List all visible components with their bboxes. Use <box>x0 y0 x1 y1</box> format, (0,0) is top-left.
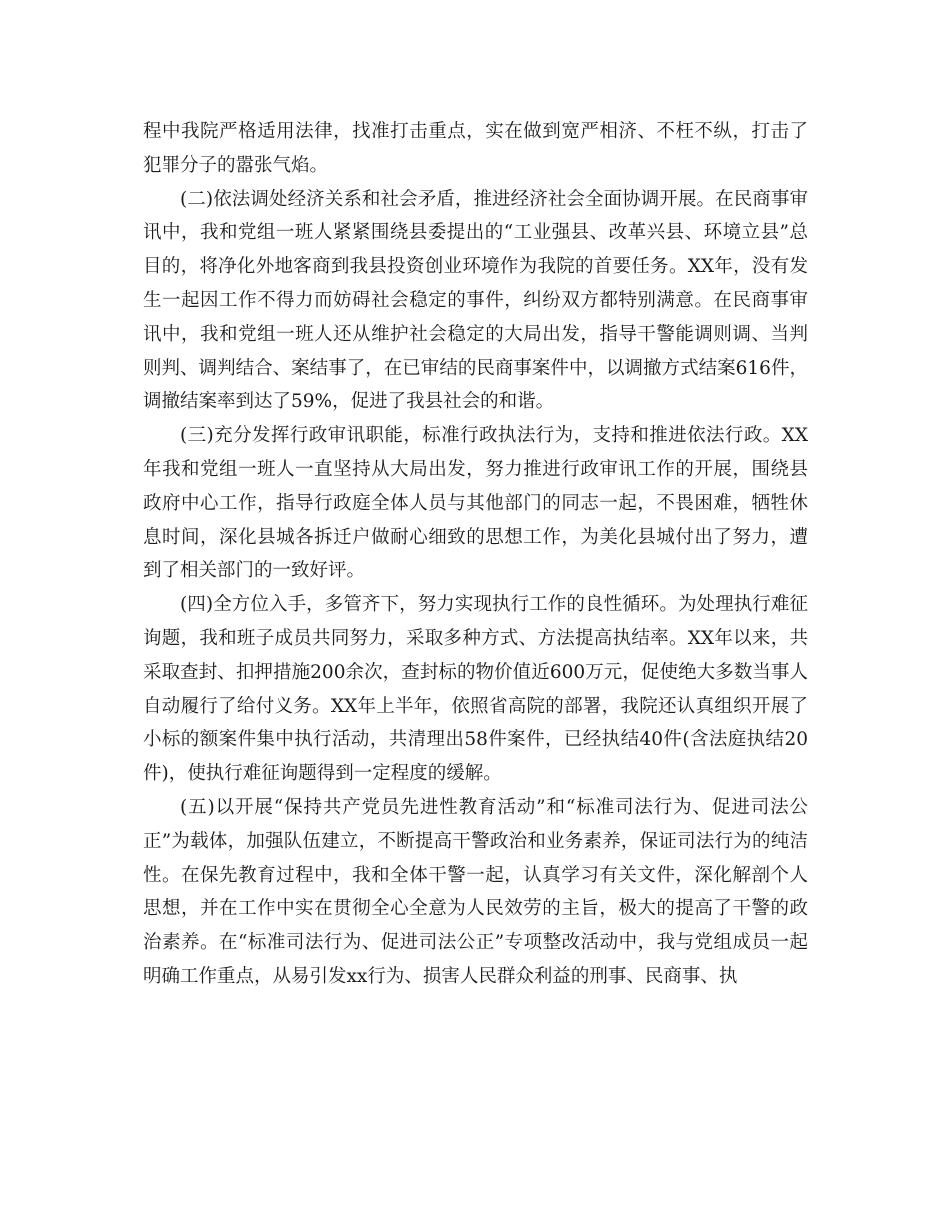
paragraph-enforcement: (四)全方位入手，多管齐下，努力实现执行工作的良性循环。为处理执行难征询题，我和班子成员共同努力，采取多种方式、方法提高执结率。XX年以来，共采取查封、扣押措施200余次，查封标的物价值近600万元，促使绝大多数当事人自动履行了给付义务。XX年上半年，依照省高院的部署，我院还认真组织开展了小标的额案件集中执行活动，共清理出58件案件，已经执结40件(含法庭执结20件)，使执行难征询题得到一定程度的缓解。 <box>143 594 808 785</box>
paragraph-economic-disputes: (二)依法调处经济关系和社会矛盾，推进经济社会全面协调开展。在民商事审讯中，我和党组一班人紧紧围绕县委提出的“工业强县、改革兴县、环境立县”总目的，将净化外地客商到我县投资创业环境作为我院的首要任务。XX年，没有发生一起因工作不得力而妨碍社会稳定的事件，纠纷双方都特别满意。在民商事审讯中，我和党组一班人还从维护社会稳定的大局出发，指导干警能调则调、当判则判、调判结合、案结事了，在已审结的民商事案件中，以调撤方式结案616件，调撤结案率到达了59%，促进了我县社会的和谐。 <box>143 188 808 413</box>
paragraph-continuation: 程中我院严格适用法律，找准打击重点，实在做到宽严相济、不枉不纵，打击了犯罪分子的嚣张气焰。 <box>143 121 808 176</box>
document-body <box>143 115 808 994</box>
paragraph-administrative-trials: (三)充分发挥行政审讯职能，标准行政执法行为，支持和推进依法行政。XX年我和党组一班人一直坚持从大局出发，努力推进行政审讯工作的开展，围绕县政府中心工作，指导行政庭全体人员与其他部门的同志一起，不畏困难，牺牲休息时间，深化县城各拆迁户做耐心细致的思想工作，为美化县城付出了努力，遭到了相关部门的一致好评。 <box>143 425 808 582</box>
paragraph-team-building: (五)以开展“保持共产党员先进性教育活动”和“标准司法行为、促进司法公正”为载体，加强队伍建立，不断提高干警政治和业务素养，保证司法行为的纯洁性。在保先教育过程中，我和全体干警一起，认真学习有关文件，深化解剖个人思想，并在工作中实在贯彻全心全意为人民效劳的主旨，极大的提高了干警的政治素养。在“标准司法行为、促进司法公正”专项整改活动中，我与党组成员一起明确工作重点，从易引发xx行为、损害人民群众利益的刑事、民商事、执 <box>143 796 808 987</box>
